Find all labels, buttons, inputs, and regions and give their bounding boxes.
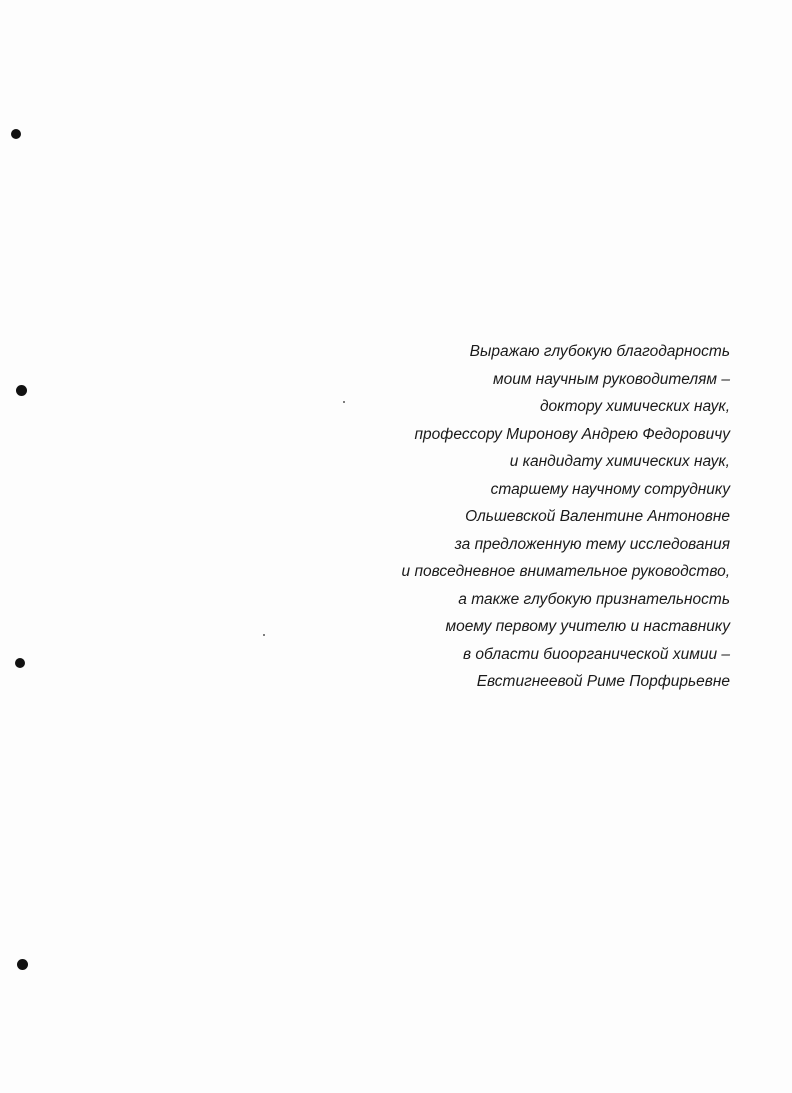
binder-hole-mark: [16, 385, 27, 396]
binder-hole-mark: [15, 658, 25, 668]
acknowledgement-line: Выражаю глубокую благодарность: [469, 343, 730, 360]
acknowledgement-line: и повседневное внимательное руководство,: [401, 563, 730, 580]
acknowledgement-text: [310, 338, 730, 696]
scan-speck: [263, 634, 265, 636]
acknowledgement-line: старшему научному сотруднику: [490, 480, 730, 498]
acknowledgement-line: профессору Миронову Андрею Федоровичу: [414, 425, 730, 443]
acknowledgement-line: Евстигнеевой Риме Порфирьевне: [476, 673, 730, 690]
acknowledgement-line: в области биоорганической химии –: [462, 645, 730, 663]
acknowledgement-line: моим научным руководителям –: [492, 370, 730, 388]
acknowledgement-line: моему первому учителю и наставнику: [445, 618, 730, 635]
acknowledgement-line: за предложенную тему исследования: [454, 535, 730, 553]
binder-hole-mark: [17, 959, 28, 970]
acknowledgement-line: доктору химических наук,: [539, 398, 730, 415]
acknowledgement-line: Ольшевской Валентине Антоновне: [465, 508, 730, 525]
acknowledgement-line: а также глубокую признательность: [458, 590, 730, 608]
acknowledgement-line: и кандидату химических наук,: [509, 453, 730, 470]
binder-hole-mark: [11, 129, 21, 139]
